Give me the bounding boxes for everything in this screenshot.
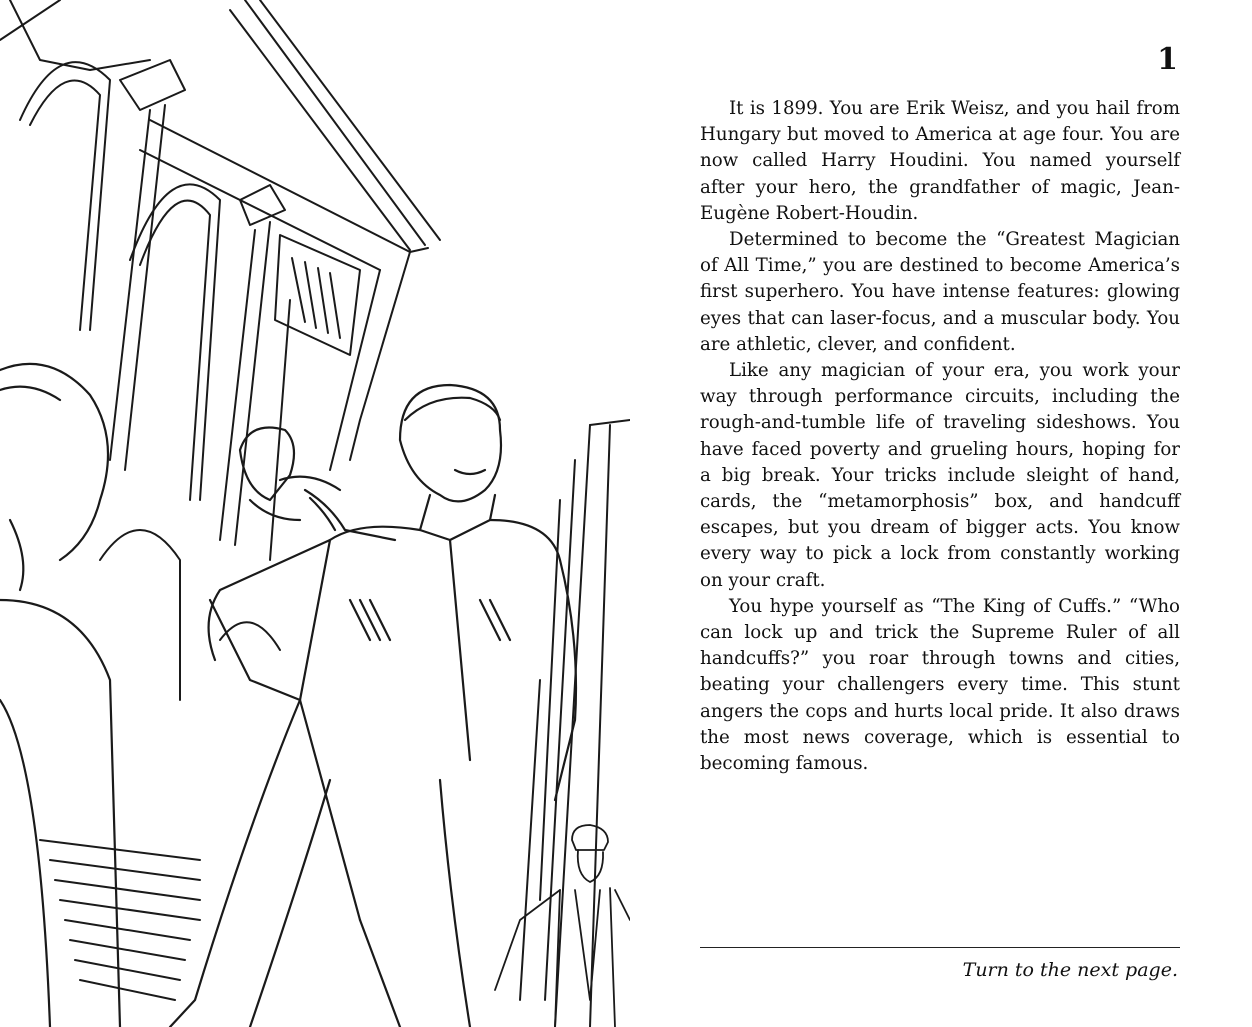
paragraph: Like any magician of your era, you work your way through performance circuits, including the rough-and-tumble life of traveling sideshows. You have faced poverty and grueling hours, hoping for a big break. Your tricks include sleight of hand, cards, the “metamorphosis” box, and handcuff escapes, but you dream of bigger acts. You know every way to pick a lock from constantly working on your craft.: [700, 360, 1180, 591]
body-text: [700, 96, 1180, 777]
text-page: [700, 0, 1180, 1027]
onlooker-figure: [0, 364, 120, 1027]
paragraph: You hype yourself as “The King of Cuffs.” “Who can lock up and trick the Supreme Ruler of all handcuffs?” you roar through towns and cities, beating your challengers every time. This stunt angers the cops and hurts local pride. It also draws the most news coverage, which is essential to becoming famous.: [700, 595, 1180, 775]
houdini-figure: [170, 385, 576, 1027]
building-facade: [0, 0, 440, 1000]
page-number: 1: [1157, 42, 1178, 77]
paragraph: Determined to become the “Greatest Magician of All Time,” you are destined to become America’s first superhero. You have intense features: glowing eyes that can laser-focus, and a muscular body. You are athletic, clever, and confident.: [700, 229, 1180, 355]
paragraph: It is 1899. You are Erik Weisz, and you hail from Hungary but moved to America at age four. You are now called Harry Houdini. You named yourself after your hero, the grandfather of magic, Jean-Eugène Robert-Houdin.: [700, 98, 1180, 224]
policeman-figure: [495, 825, 630, 1027]
turn-page-instruction: Turn to the next page.: [962, 959, 1178, 981]
footer-divider: [700, 947, 1180, 948]
